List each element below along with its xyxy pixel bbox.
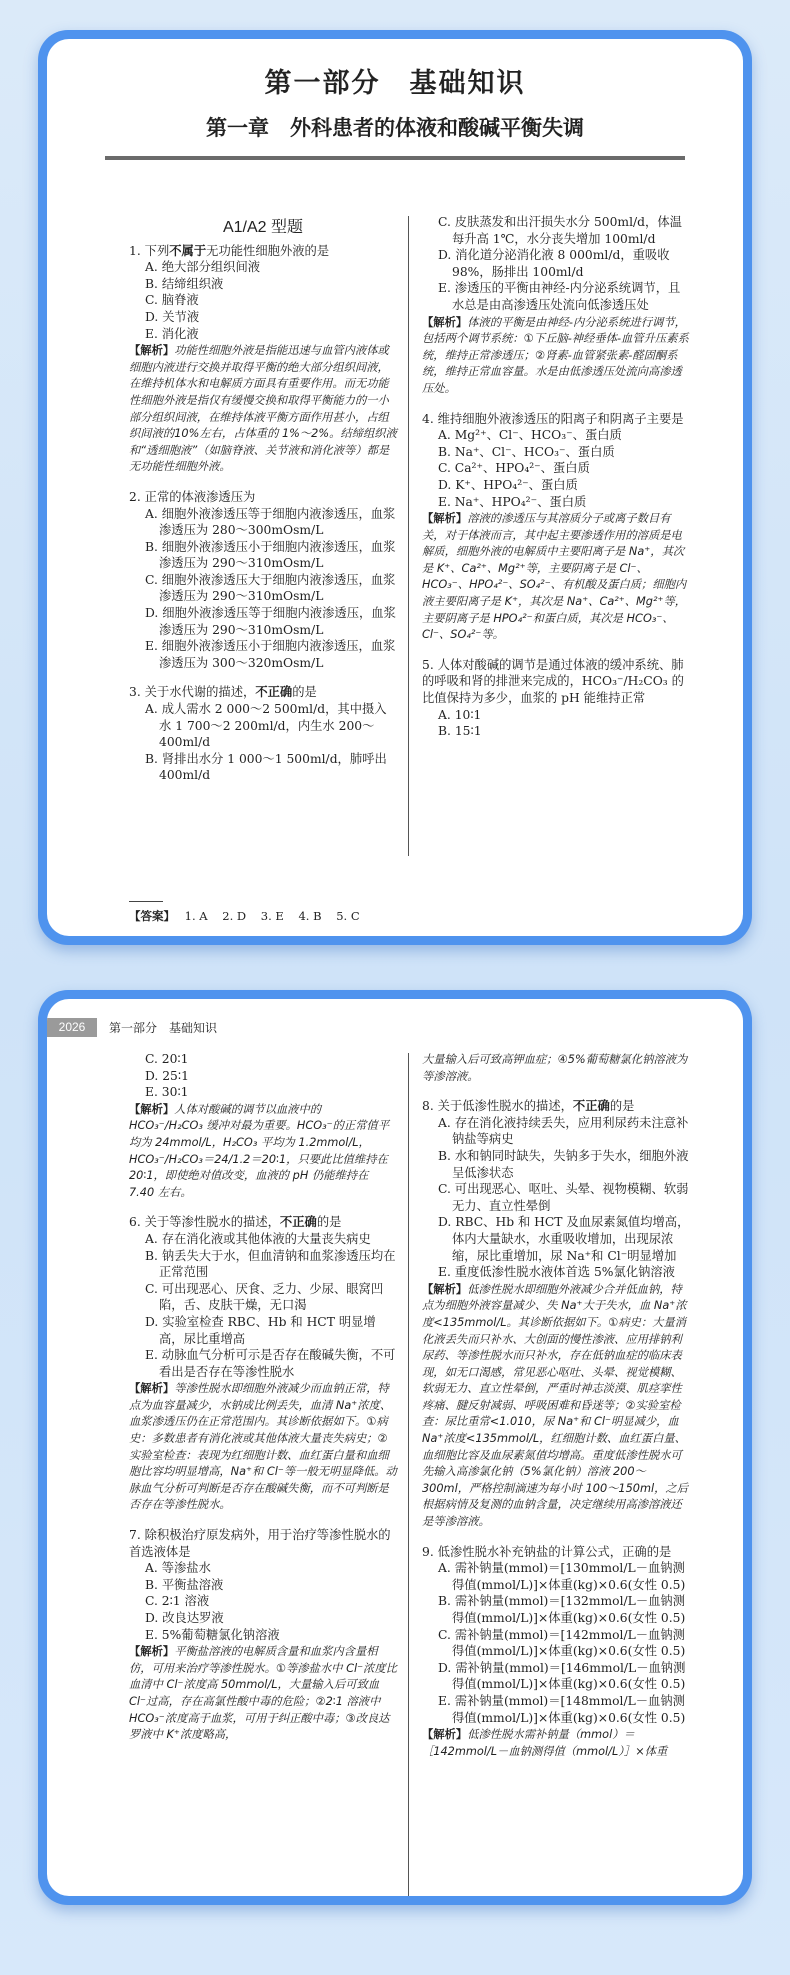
running-header [47,1016,217,1038]
option: A. 10∶1 [438,707,482,722]
option: A. 细胞外液渗透压等于细胞内液渗透压，血浆渗透压为 280～300mOsm/L [145,506,396,538]
page-number: 2026 [47,1018,97,1037]
option: E. 消化液 [145,326,199,341]
analysis: 【解析】低渗性脱水需补钠量（mmol）＝［142mmol/L－血钠测得值（mmol/L）］×体重 [422,1728,668,1758]
page-header [47,39,743,160]
option: D. 消化道分泌消化液 8 000ml/d，重吸收98%，肠排出 100ml/d [438,248,670,279]
page-card-1 [38,30,752,945]
option: D. 细胞外液渗透压等于细胞内液渗透压，血浆渗透压为 290～310mOsm/L [145,606,396,637]
option: C. 皮肤蒸发和出汗损失水分 500ml/d，体温每升高 1℃，水分丧失增加 100ml/d [438,215,682,246]
page1-columns [47,214,743,936]
page-sheet-2 [47,999,743,1896]
running-header-title: 第一部分 基础知识 [109,1020,218,1035]
option: A. 绝大部分组织间液 [145,260,261,275]
page-sheet-1 [47,39,743,936]
option: E. Na⁺、HPO₄²⁻、蛋白质 [438,494,587,509]
option: E. 动脉血气分析可示是否存在酸碱失衡，不可看出是否存在等渗性脱水 [145,1348,396,1379]
option: E. 重度低渗性脱水液体首选 5%氯化钠溶液 [438,1265,675,1280]
answer-item: 1. A [184,909,208,923]
option: C. 20∶1 [145,1052,189,1066]
answer-key-label: 【答案】 [129,909,175,923]
part-title: 第一部分 基础知识 [264,68,526,99]
option: A. Mg²⁺、Cl⁻、HCO₃⁻、蛋白质 [438,428,622,443]
option: D. 关节液 [145,309,200,324]
page2-right-column [422,1051,690,1760]
question-stem: 8. 关于低渗性脱水的描述，不正确的是 [422,1098,635,1114]
option: B. 结缔组织液 [145,276,224,291]
answers-rule [129,901,163,902]
option: E. 渗透压的平衡由神经-内分泌系统调节，且水总是由高渗透压处流向低渗透压处 [438,281,681,312]
option: E. 需补钠量(mmol)＝[148mmol/L－血钠测得值(mmol/L)]×体重(kg)×0.6(女性 0.5) [438,1693,686,1725]
option: D. 需补钠量(mmol)＝[146mmol/L－血钠测得值(mmol/L)]×体重(kg)×0.6(女性 0.5) [438,1660,686,1692]
option: B. 肾排出水分 1 000～1 500ml/d，肺呼出 400ml/d [145,751,387,783]
option: D. 改良达罗液 [145,1611,224,1625]
question-stem: 4. 维持细胞外液渗透压的阳离子和阴离子主要是 [422,411,684,426]
page1-right-column [422,214,690,740]
option: C. 可出现恶心、厌食、乏力、少尿、眼窝凹陷，舌、皮肤干燥，无口渴 [145,1281,384,1313]
option: C. 需补钠量(mmol)＝[142mmol/L－血钠测得值(mmol/L)]×体重(kg)×0.6(女性 0.5) [438,1627,686,1659]
analysis: 【解析】低渗性脱水即细胞外液减少合并低血钠，特点为细胞外液容量减少、失 Na⁺大于失水，血 Na⁺浓度<135mmol/L。其诊断依据如下。①病史：大量消化液丢失而只补水、大创面的慢性渗液、应用排钠利尿药、等渗性脱水而只补水，存在低钠血症的临床表现，如无口渴感，常见恶心呕吐、头晕、视觉模糊、软弱无力、直立性晕倒，严重时神志淡漠、肌痉挛性疼痛、腱反射减弱、呼吸困难和昏迷等；②实验室检查：尿比重常<1.010，尿 Na⁺和 Cl⁻明显减少，血 Na⁺浓度<135mmol/L，红细胞计数、血红蛋白量、血细胞比容及血尿素氮值均增高。重度低渗性脱水可先输入高渗氯化钠（5%氯化钠）溶液 200～300ml，严格控制滴速为每小时 100～150ml，之后根据病情及复测的血钠含量，决定继续用高渗溶液还是等渗溶液。 [422,1282,689,1529]
option: B. 水和钠同时缺失，失钠多于失水，细胞外液呈低渗状态 [438,1148,689,1180]
option: A. 等渗盐水 [145,1561,211,1576]
page1-left-column [129,214,397,784]
question-9 [422,1544,690,1761]
analysis: 【解析】溶液的渗透压与其溶质分子或离子数目有关，对于体液而言，其中起主要渗透作用的溶质是电解质，细胞外液的电解质中主要阳离子是 Na⁺，其次是 K⁺、Ca²⁺、Mg²⁺等，主要阴离子是 Cl⁻、HCO₃⁻、HPO₄²⁻、SO₄²⁻、有机酸及蛋白质；细胞内液主要阳离子是 K⁺，其次是 Na⁺、Ca²⁺、Mg²⁺等，主要阴离子是 HPO₄²⁻和蛋白质，其次是 HCO₃⁻、Cl⁻、SO₄²⁻等。 [422,512,687,642]
analysis-continuation: 大量输入后可致高钾血症；④5%葡萄糖氯化钠溶液为等渗溶液。 [422,1053,688,1083]
chapter-title: 第一章 外科患者的体液和酸碱平衡失调 [206,115,584,140]
question-5 [422,657,690,740]
column-divider [408,1053,409,1896]
option: D. 实验室检查 RBC、Hb 和 HCT 明显增高，尿比重增高 [145,1314,376,1346]
answer-item: 5. C [336,909,360,923]
option: A. 需补钠量(mmol)＝[130mmol/L－血钠测得值(mmol/L)]×体重(kg)×0.6(女性 0.5) [438,1561,686,1592]
option: D. RBC、Hb 和 HCT 及血尿素氮值均增高，体内大量缺水，水重吸收增加，出现尿浓缩，尿比重增加，尿 Na⁺和 Cl⁻明显增加 [438,1215,690,1263]
question-stem: 2. 正常的体液渗透压为 [129,489,256,504]
option: A. 存在消化液或其他体液的大量丧失病史 [145,1231,371,1246]
analysis: 【解析】功能性细胞外液是指能迅速与血管内液体或细胞内液进行交换并取得平衡的绝大部分组织间液，在维持机体水和电解质方面具有重要作用。而无功能性细胞外液是指仅有缓慢交换和取得平衡能力的一小部分组织间液，在维持体液平衡方面作用甚小，占组织间液的10%左右，占体重的 1%～2%。结缔组织液和“透细胞液”（如脑脊液、关节液和消化液等）都是无功能性细胞外液。 [129,344,397,474]
analysis: 【解析】体液的平衡是由神经-内分泌系统进行调节，包括两个调节系统：①下丘脑-神经垂体-血管升压素系统，维持正常渗透压；②肾素-血管紧张素-醛固酮系统，维持正常血容量。水是由低渗透压处流向高渗透压处。 [422,315,689,395]
title-rule [105,156,685,160]
option: C. 细胞外液渗透压大于细胞内液渗透压，血浆渗透压为 290～310mOsm/L [145,572,396,604]
page2-columns [47,1051,743,1896]
answer-item: 4. B [298,909,322,923]
page-card-2 [38,990,752,1905]
option: E. 5%葡萄糖氯化钠溶液 [145,1627,280,1642]
option: B. 钠丢失大于水，但血清钠和血浆渗透压均在正常范围 [145,1248,396,1280]
question-stem: 5. 人体对酸碱的调节是通过体液的缓冲系统、肺的呼吸和肾的排泄来完成的，HCO₃⁻/H₂CO₃ 的比值保持为多少，血浆的 pH 能维持正常 [422,657,684,706]
question-5-cont [129,1051,397,1201]
option: A. 存在消化液持续丢失，应用利尿药未注意补钠盐等病史 [438,1115,689,1147]
question-4 [422,411,690,644]
option: B. 细胞外液渗透压小于细胞内液渗透压，血浆渗透压为 290～310mOsm/L [145,539,396,571]
option: D. K⁺、HPO₄²⁻、蛋白质 [438,477,578,492]
question-stem: 1. 下列不属于无功能性细胞外液的是 [129,242,330,258]
question-3-cont [422,214,690,398]
question-3 [129,684,397,784]
answer-item: 3. E [260,909,284,923]
question-7 [129,1527,397,1744]
analysis: 【解析】人体对酸碱的调节以血液中的 HCO₃⁻/H₂CO₃ 缓冲对最为重要。HCO₃⁻的正常值平均为 24mmol/L，H₂CO₃ 平均为 1.2mmol/L，HCO₃⁻/H₂CO₃＝24/1.2＝20∶1，只要此比值维持在 20∶1，即使绝对值改变，血液的 pH 仍能维持在 7.40 左右。 [129,1102,390,1199]
option: B. 平衡盐溶液 [145,1577,224,1592]
option: C. 脑脊液 [145,293,199,308]
option: D. 25∶1 [145,1068,189,1083]
analysis: 【解析】平衡盐溶液的电解质含量和血浆内含量相仿，可用来治疗等渗性脱水。①等渗盐水中 Cl⁻浓度比血清中 Cl⁻浓度高 50mmol/L，大量输入后可致血 Cl⁻过高，存在高氯性酸中毒的危险；②2∶1 溶液中 HCO₃⁻浓度高于血浆，可用于纠正酸中毒；③改良达罗液中 K⁺浓度略高， [129,1645,397,1742]
question-stem: 7. 除积极治疗原发病外，用于治疗等渗性脱水的首选液体是 [129,1528,391,1559]
question-2 [129,489,397,672]
question-1 [129,243,397,476]
question-7-cont [422,1052,690,1085]
question-stem: 9. 低渗性脱水补充钠盐的计算公式，正确的是 [422,1544,672,1559]
option: E. 细胞外液渗透压小于细胞内液渗透压，血浆渗透压为 300～320mOsm/L [145,639,396,670]
answer-item: 2. D [222,909,247,923]
option: E. 30∶1 [145,1085,189,1100]
answer-key [129,908,371,924]
analysis: 【解析】等渗性脱水即细胞外液减少而血钠正常，特点为血容量减少，水钠成比例丢失，血清 Na⁺浓度、血浆渗透压仍在正常范围内。其诊断依据如下。①病史：多数患者有消化液或其他体液大量丧失病史；②实验室检查：表现为红细胞计数、血红蛋白量和血细胞比容均明显增高，Na⁺和 Cl⁻等一般无明显降低。动脉血气分析可判断是否存在酸碱失衡，而不可判断是否存在等渗性脱水。 [129,1382,397,1512]
question-stem: 3. 关于水代谢的描述，不正确的是 [129,684,317,700]
option: B. 需补钠量(mmol)＝[132mmol/L－血钠测得值(mmol/L)]×体重(kg)×0.6(女性 0.5) [438,1594,686,1625]
question-6 [129,1214,397,1514]
option: A. 成人需水 2 000～2 500ml/d，其中摄入水 1 700～2 200ml/d，内生水 200～400ml/d [145,702,387,750]
option: C. 2∶1 溶液 [145,1594,210,1609]
option: C. Ca²⁺、HPO₄²⁻、蛋白质 [438,461,590,476]
option: B. Na⁺、Cl⁻、HCO₃⁻、蛋白质 [438,444,615,459]
question-stem: 6. 关于等渗性脱水的描述，不正确的是 [129,1214,342,1230]
section-title: A1/A2 型题 [222,219,304,236]
option: B. 15∶1 [438,724,482,739]
option: C. 可出现恶心、呕吐、头晕、视物模糊、软弱无力、直立性晕倒 [438,1182,689,1213]
page2-left-column [129,1051,397,1744]
column-divider [408,216,409,856]
question-8 [422,1098,690,1530]
